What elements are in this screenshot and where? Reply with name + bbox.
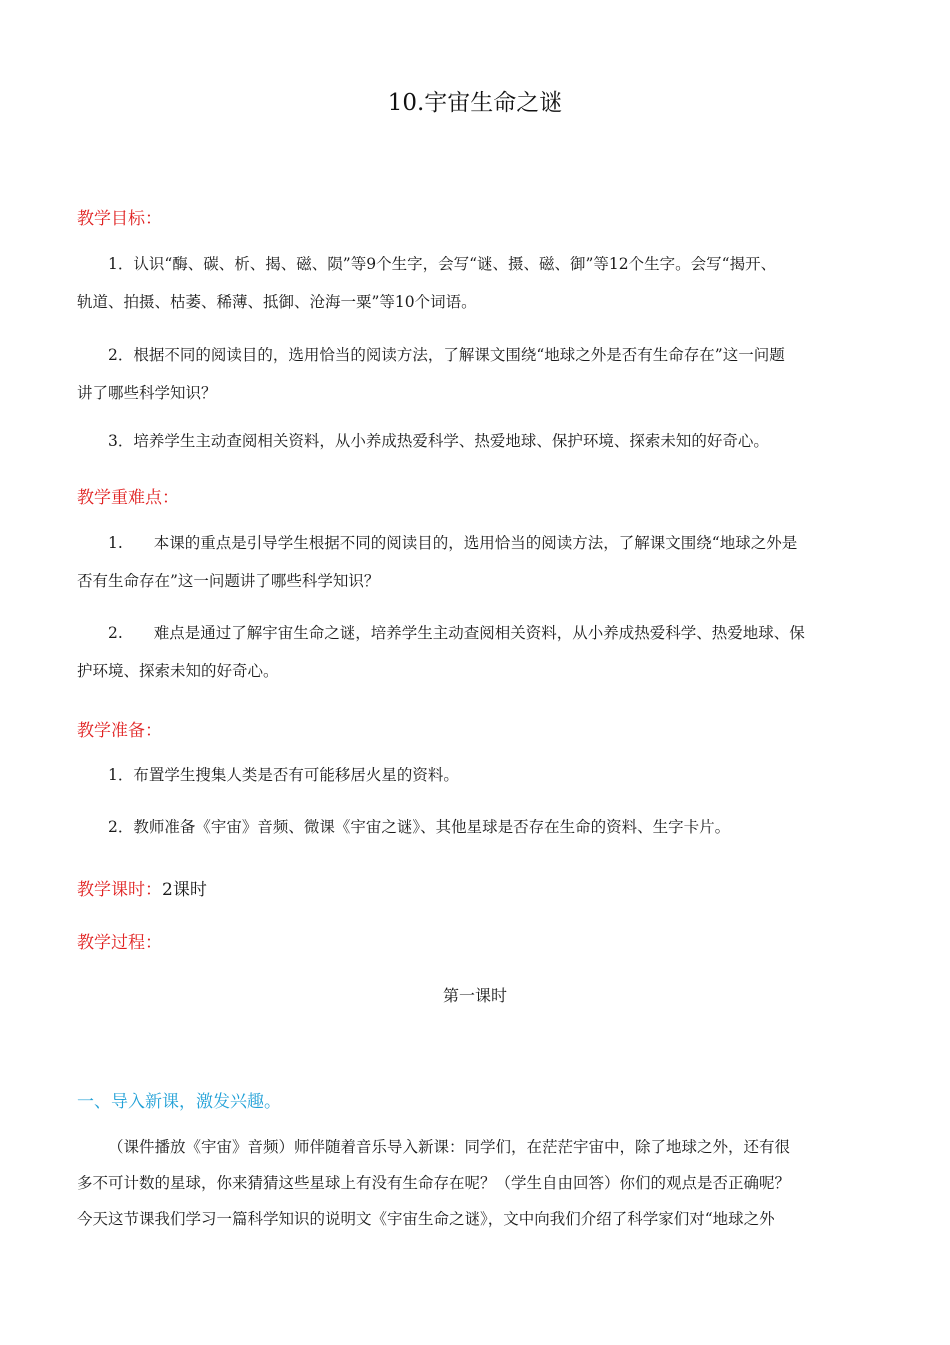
page-title: 10.宇宙生命之谜 <box>387 90 563 116</box>
step-1-title: 一、导入新课，激发兴趣。 <box>77 1092 281 1112</box>
step-1-line-2: 多不可计数的星球，你来猜猜这些星球上有没有生命存在呢？（学生自由回答）你们的观点是否正确呢？ <box>77 1174 791 1192</box>
preparation-item-1-text: 1．布置学生搜集人类是否有可能移居火星的资料。 <box>108 766 459 784</box>
objective-item-1-line-2: 轨道、拍摄、枯萎、稀薄、抵御、沧海一粟”等10个词语。 <box>77 293 477 311</box>
lesson-time-value: 2课时 <box>162 880 207 900</box>
lesson-time <box>77 875 207 900</box>
key-point-item-2 <box>77 614 885 690</box>
preparation-item-2-text: 2．教师准备《宇宙》音频、微课《宇宙之谜》、其他星球是否存在生命的资料、生字卡片。 <box>108 818 731 836</box>
objective-item-3-line-1: 3．培养学生主动查阅相关资料，从小养成热爱科学、热爱地球、保护环境、探索未知的好奇心。 <box>108 432 769 450</box>
objective-item-3 <box>77 422 885 460</box>
process-heading: 教学过程： <box>77 933 162 953</box>
objective-item-2-line-2: 讲了哪些科学知识？ <box>77 384 217 402</box>
objective-item-2-line-1: 2．根据不同的阅读目的，选用恰当的阅读方法，了解课文围绕“地球之外是否有生命存在”这一问题 <box>108 346 785 364</box>
key-point-item-1-line-1: 1. 本课的重点是引导学生根据不同的阅读目的，选用恰当的阅读方法，了解课文围绕“地球之外是 <box>108 534 798 552</box>
objective-item-2 <box>77 336 885 412</box>
step-1-paragraph <box>77 1129 885 1237</box>
objective-item-1 <box>77 245 885 321</box>
key-point-item-1 <box>77 524 885 600</box>
key-point-item-2-line-2: 护环境、探索未知的好奇心。 <box>77 662 279 680</box>
key-point-item-2-line-1: 2. 难点是通过了解宇宙生命之谜，培养学生主动查阅相关资料，从小养成热爱科学、热爱地球、保 <box>108 624 805 642</box>
preparation-item-2 <box>77 808 885 846</box>
key-points-heading: 教学重难点： <box>77 488 179 508</box>
preparation-heading: 教学准备： <box>77 721 162 741</box>
preparation-item-1 <box>77 756 885 794</box>
step-1-line-1: （课件播放《宇宙》音频）师伴随着音乐导入新课：同学们，在茫茫宇宙中，除了地球之外，还有很 <box>108 1138 791 1156</box>
step-1-line-3: 今天这节课我们学习一篇科学知识的说明文《宇宙生命之谜》，文中向我们介绍了科学家们对“地球之外 <box>77 1210 775 1228</box>
session-title: 第一课时 <box>442 986 507 1005</box>
objective-item-1-line-1: 1．认识“酶、碳、析、揭、磁、陨”等9个生字，会写“谜、摄、磁、御”等12个生字。会写“揭开、 <box>108 255 777 273</box>
lesson-time-heading: 教学课时： <box>77 880 162 900</box>
objectives-heading: 教学目标： <box>77 209 162 229</box>
key-point-item-1-line-2: 否有生命存在”这一问题讲了哪些科学知识？ <box>77 572 380 590</box>
